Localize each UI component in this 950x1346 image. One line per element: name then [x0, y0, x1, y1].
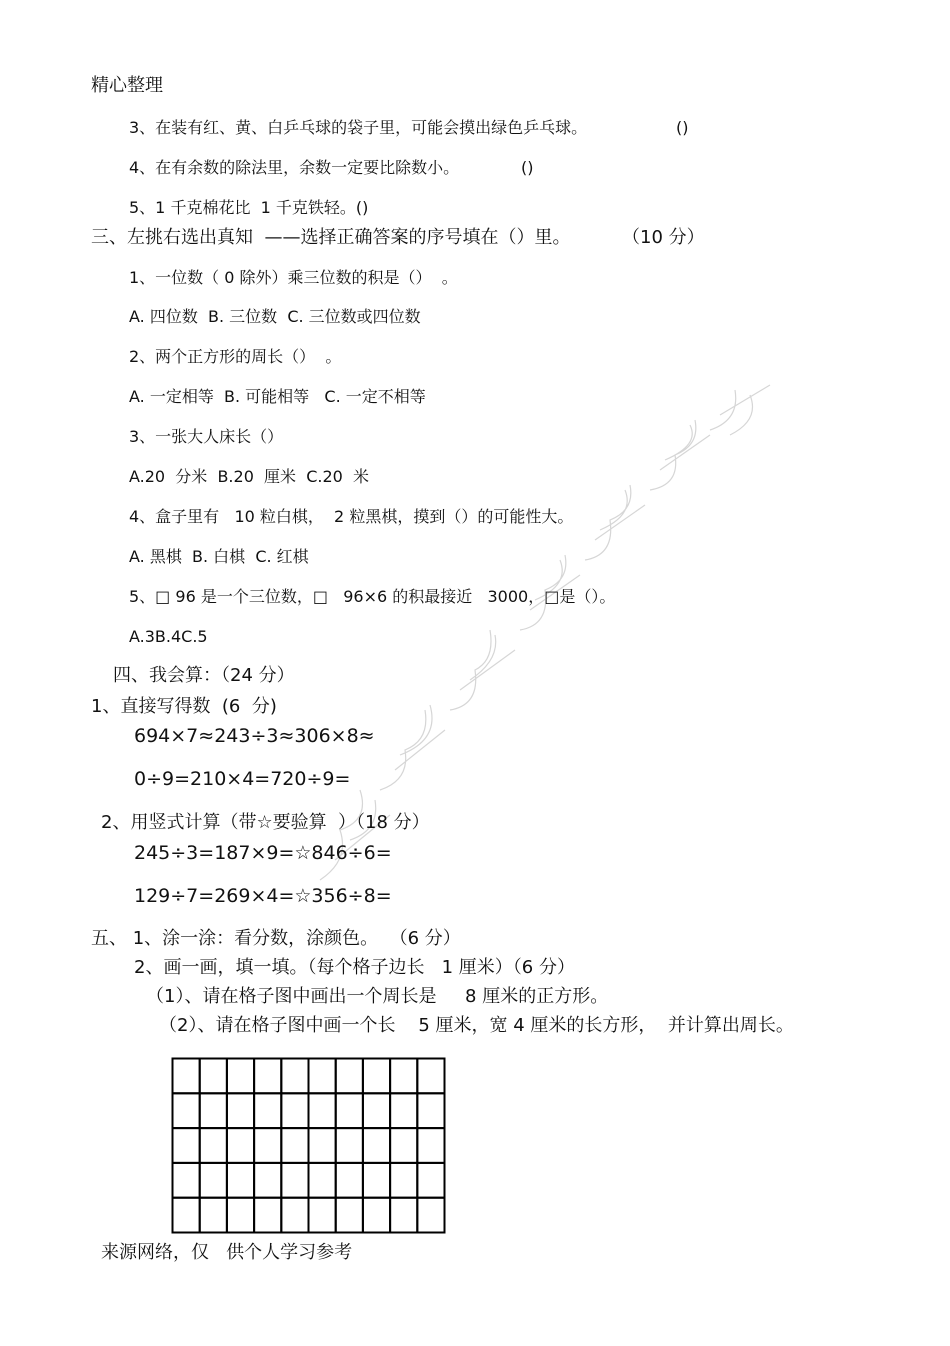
grid-cell: [390, 1128, 417, 1163]
judgement-blank-4: (): [521, 158, 534, 177]
grid-cell: [417, 1198, 444, 1233]
choice-options-3: A.20 分米 B.20 厘米 C.20 米: [129, 467, 370, 486]
grid-cell: [309, 1059, 336, 1094]
grid-cell: [363, 1128, 390, 1163]
grid-cell: [417, 1059, 444, 1094]
page-header: 精心整理: [91, 75, 163, 96]
section5-line-4: （2）、请在格子图中画一个长 5 厘米，宽 4 厘米的长方形， 并计算出周长。: [159, 1015, 794, 1036]
choice-options-4: A. 黑棋 B. 白棋 C. 红棋: [129, 547, 309, 566]
grid-cell: [173, 1059, 200, 1094]
grid-cell: [336, 1128, 363, 1163]
grid-cell: [254, 1093, 281, 1128]
grid-cell: [254, 1198, 281, 1233]
judgement-item-4: 4、在有余数的除法里，余数一定要比除数小。: [129, 158, 460, 177]
grid-cell: [200, 1198, 227, 1233]
watermark: [280, 360, 800, 920]
judgement-blank-3: (): [676, 118, 689, 137]
grid-cell: [309, 1093, 336, 1128]
mental-math-row-1: 694×7≈243÷3≈306×8≈: [134, 725, 375, 747]
grid-cell: [200, 1059, 227, 1094]
grid-cell: [336, 1093, 363, 1128]
grid-cell: [200, 1128, 227, 1163]
section4-heading: 四、我会算：（24 分）: [113, 665, 295, 686]
grid-cell: [281, 1128, 308, 1163]
choice-question-2: 2、两个正方形的周长（） 。: [129, 347, 342, 366]
grid-cell: [281, 1198, 308, 1233]
section3-heading: 三、左挑右选出真知 ——选择正确答案的序号填在（）里。: [91, 227, 571, 248]
grid-cell: [309, 1163, 336, 1198]
vertical-calc-row-1: 245÷3=187×9=☆846÷6=: [134, 842, 392, 864]
grid-cell: [336, 1198, 363, 1233]
grid-cell: [390, 1093, 417, 1128]
grid-cell: [363, 1198, 390, 1233]
section4-part2-title: 2、用竖式计算（带☆要验算 ）（18 分）: [101, 812, 430, 833]
section5-line-3: （1）、请在格子图中画出一个周长是 8 厘米的正方形。: [146, 986, 609, 1007]
grid-cell: [281, 1163, 308, 1198]
grid-cell: [227, 1128, 254, 1163]
grid-cell: [254, 1163, 281, 1198]
vertical-calc-row-2: 129÷7=269×4=☆356÷8=: [134, 885, 392, 907]
grid-cell: [309, 1128, 336, 1163]
grid-cell: [363, 1163, 390, 1198]
choice-options-1: A. 四位数 B. 三位数 C. 三位数或四位数: [129, 307, 421, 326]
grid-cell: [227, 1093, 254, 1128]
grid-cell: [227, 1198, 254, 1233]
section4-part1-title: 1、直接写得数 (6 分): [91, 696, 277, 717]
grid-cell: [336, 1163, 363, 1198]
grid-cell: [173, 1198, 200, 1233]
grid-cell: [417, 1093, 444, 1128]
section3-score: （10 分）: [622, 227, 705, 248]
choice-question-4: 4、盒子里有 10 粒白棋， 2 粒黑棋，摸到（）的可能性大。: [129, 507, 574, 526]
grid-cell: [227, 1163, 254, 1198]
section5-line-2: 2、画一画，填一填。（每个格子边长 1 厘米）（6 分）: [134, 957, 575, 978]
grid-cell: [254, 1059, 281, 1094]
choice-options-5: A.3B.4C.5: [129, 627, 208, 646]
drawing-grid: [171, 1057, 446, 1234]
section5-line-1: 五、 1、涂一涂：看分数，涂颜色。 （6 分）: [91, 928, 461, 949]
choice-options-2: A. 一定相等 B. 可能相等 C. 一定不相等: [129, 387, 426, 406]
mental-math-row-2: 0÷9=210×4=720÷9=: [134, 768, 351, 790]
choice-question-5: 5、□ 96 是一个三位数，□ 96×6 的积最接近 3000，□是（）。: [129, 587, 616, 606]
judgement-item-5: 5、1 千克棉花比 1 千克铁轻。(): [129, 198, 369, 217]
grid-cell: [417, 1128, 444, 1163]
page-footer: 来源网络，仅 供个人学习参考: [101, 1242, 353, 1263]
grid-cell: [281, 1059, 308, 1094]
grid-cell: [173, 1163, 200, 1198]
grid-cell: [200, 1163, 227, 1198]
grid-cell: [200, 1093, 227, 1128]
grid-cell: [363, 1093, 390, 1128]
grid-cell: [336, 1059, 363, 1094]
grid-cell: [281, 1093, 308, 1128]
grid-cell: [227, 1059, 254, 1094]
grid-cell: [173, 1128, 200, 1163]
grid-cell: [390, 1163, 417, 1198]
judgement-item-3: 3、在装有红、黄、白乒乓球的袋子里，可能会摸出绿色乒乓球。: [129, 118, 588, 137]
choice-question-3: 3、一张大人床长（）: [129, 427, 284, 446]
grid-cell: [390, 1059, 417, 1094]
grid-cell: [390, 1198, 417, 1233]
grid-cell: [417, 1163, 444, 1198]
grid-cell: [309, 1198, 336, 1233]
choice-question-1: 1、一位数（ 0 除外）乘三位数的积是（） 。: [129, 268, 458, 287]
grid-cell: [173, 1093, 200, 1128]
grid-cell: [363, 1059, 390, 1094]
grid-cell: [254, 1128, 281, 1163]
